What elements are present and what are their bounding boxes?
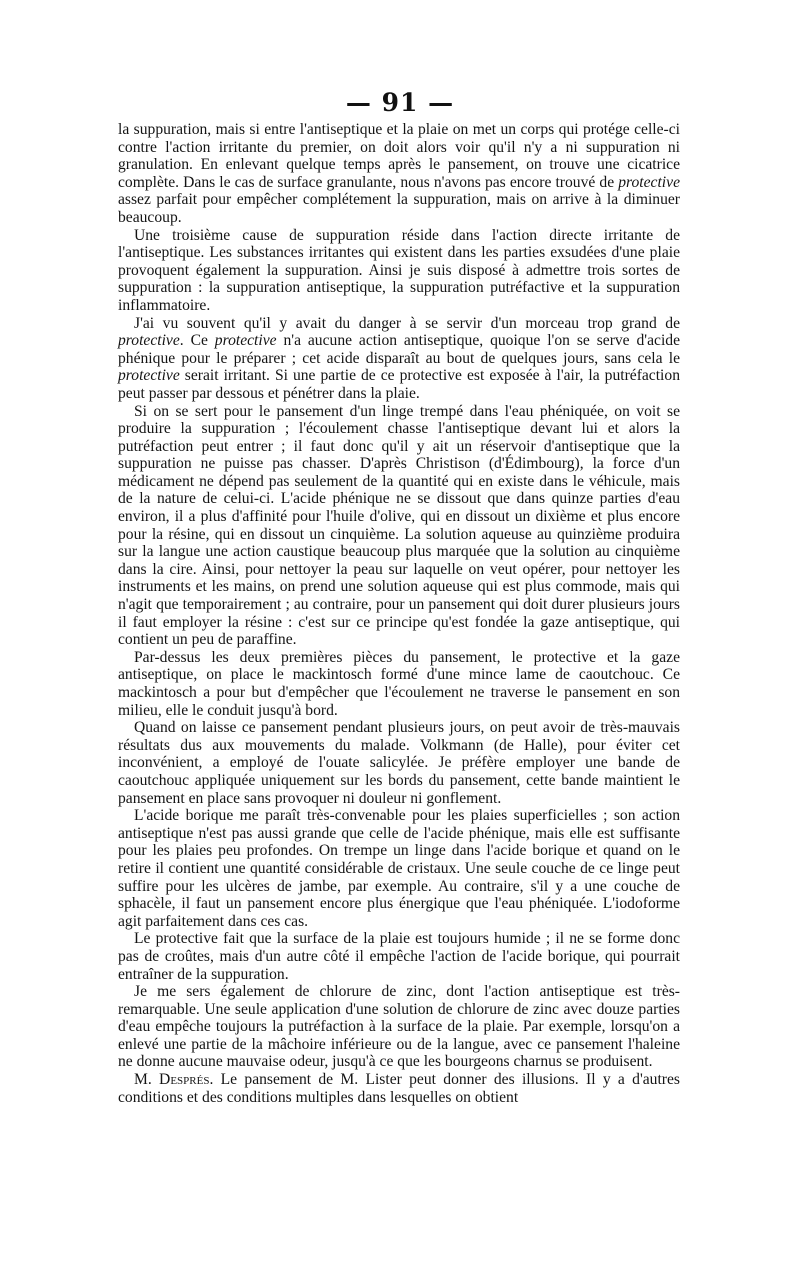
text-run: serait irritant. Si une partie de ce protective est exposée à l'air, la putréfaction peut passer par dessous et pénétrer dans la plaie. (118, 367, 680, 402)
paragraph (118, 1071, 680, 1106)
paragraph (118, 649, 680, 719)
speaker-name: M. Després (134, 1071, 210, 1089)
italic-term: protective (618, 173, 680, 191)
paragraph (118, 403, 680, 649)
text-run: Le protective fait que la surface de la plaie est toujours humide ; il ne se forme donc pas de croûtes, mais d'un autre côté il empêche l'action de l'acide borique, qui pourrait entraîner de la suppuration. (118, 930, 680, 983)
text-run: Par-dessus les deux premières pièces du pansement, le protective et la gaze antiseptique, on place le mackintosch formé d'une mince lame de caoutchouc. Ce mackintosch a pour but d'empêcher que l'écoulement ne traverse le pansement en son milieu, elle le conduit jusqu'à bord. (118, 648, 680, 719)
text-run: la suppuration, mais si entre l'antiseptique et la plaie on met un corps qui protége celle-ci contre l'action irritante du premier, on doit alors voir qu'il n'y a ni suppuration ni granulation. En enlevant quelque temps après le pansement, on trouve une cicatrice complète. Dans le cas de surface granulante, nous n'avons pas encore trouvé de (118, 121, 680, 191)
text-run: Je me sers également de chlorure de zinc, dont l'action antiseptique est très-remarquable. Une seule application d'une solution de chlorure de zinc avec douze parties d'eau empêche toujours la putréfaction à la surface de la plaie. Par exemple, lorsqu'on a enlevé une partie de la mâchoire inférieure ou de la langue, avec ce pansement l'haleine ne donne aucune mauvaise odeur, jusqu'à ce que les bourgeons charnus se produisent. (118, 983, 680, 1071)
italic-term: protective (118, 367, 180, 385)
text-run: Si on se sert pour le pansement d'un linge trempé dans l'eau phéniquée, on voit se produire la suppuration ; l'écoulement chasse l'antiseptique devant lui et alors la putréfaction peut entrer ; il faut donc qu'il y ait un réservoir d'antiseptique que la suppuration ne puisse pas chasser. D'après Christison (d'Édimbourg), la force d'un médicament ne dépend pas seulement de la quantité qui en existe dans le véhicule, mais de la nature de celui-ci. L'acide phénique ne se dissout que dans quinze parties d'eau environ, il a plus d'affinité pour l'huile d'olive, qui en dissout un dixième et plus encore pour la résine, qui en dissout un cinquième. La solution aqueuse au quinzième produira sur la langue une action caustique beaucoup plus marquée que la solution au cinquième dans la cire. Ainsi, pour nettoyer la peau sur laquelle on veut opérer, pour nettoyer les instruments et les mains, on prend une solution aqueuse qui est plus commode, mais qui n'agit que temporairement ; au contraire, pour un pansement qui doit durer plusieurs jours il faut employer la résine : c'est sur ce principe qu'est fondée la gaze antiseptique, qui contient un peu de paraffine. (118, 402, 680, 649)
text-run: n'a aucune action antiseptique, quoique l'on se serve d'acide phénique pour le préparer ; cet acide disparaît au bout de quelques jours, sans cela le (118, 332, 680, 367)
paragraph (118, 227, 680, 315)
text-run: L'acide borique me paraît très-convenable pour les plaies superficielles ; son action antiseptique n'est pas aussi grande que celle de l'acide phénique, mais elle est suffisante pour les plaies peu profondes. On trempe un linge dans l'acide borique et quand on le retire il contient une quantité considérable de cristaux. Une seule couche de ce linge peut suffire pour les ulcères de jambe, par exemple. Au contraire, s'il y a une couche de sphacèle, il faut un pansement encore plus énergique que l'eau phéniquée. L'iodoforme agit parfaitement dans ces cas. (118, 807, 680, 930)
paragraph (118, 719, 680, 807)
paragraph (118, 121, 680, 227)
page-number: — 91 — (345, 88, 455, 117)
text-run: assez parfait pour empêcher complétement la suppuration, mais on arrive à la diminuer beaucoup. (118, 191, 680, 226)
text-run: . Ce (179, 332, 215, 350)
text-run: J'ai vu souvent qu'il y avait du danger à se servir d'un morceau trop grand de (134, 314, 680, 332)
text-run: . Le pansement de M. Lister peut donner des illusions. Il y a d'autres conditions et des conditions multiples dans lesquelles on obtient (118, 1071, 680, 1106)
italic-term: protective (118, 332, 180, 350)
text-run: Quand on laisse ce pansement pendant plusieurs jours, on peut avoir de très-mauvais résultats dus aux mouvements du malade. Volkmann (de Halle), pour éviter cet inconvénient, a employé de l'ouate salicylée. Je préfère employer une bande de caoutchouc appliquée uniquement sur les bords du pansement, cette bande maintient le pansement en place sans provoquer ni douleur ni gonflement. (118, 719, 680, 807)
paragraph (118, 930, 680, 983)
body-text (118, 121, 680, 1106)
paragraph (118, 807, 680, 930)
italic-term: protective (214, 332, 277, 350)
paragraph (118, 315, 680, 403)
text-run: Une troisième cause de suppuration réside dans l'action directe irritante de l'antiseptique. Les substances irritantes qui existent dans les parties exsudées d'une plaie provoquent également la suppuration. Ainsi je suis disposé à admettre trois sortes de suppuration : la suppuration antiseptique, la suppuration putréfactive et la suppuration inflammatoire. (118, 226, 680, 314)
paragraph (118, 983, 680, 1071)
